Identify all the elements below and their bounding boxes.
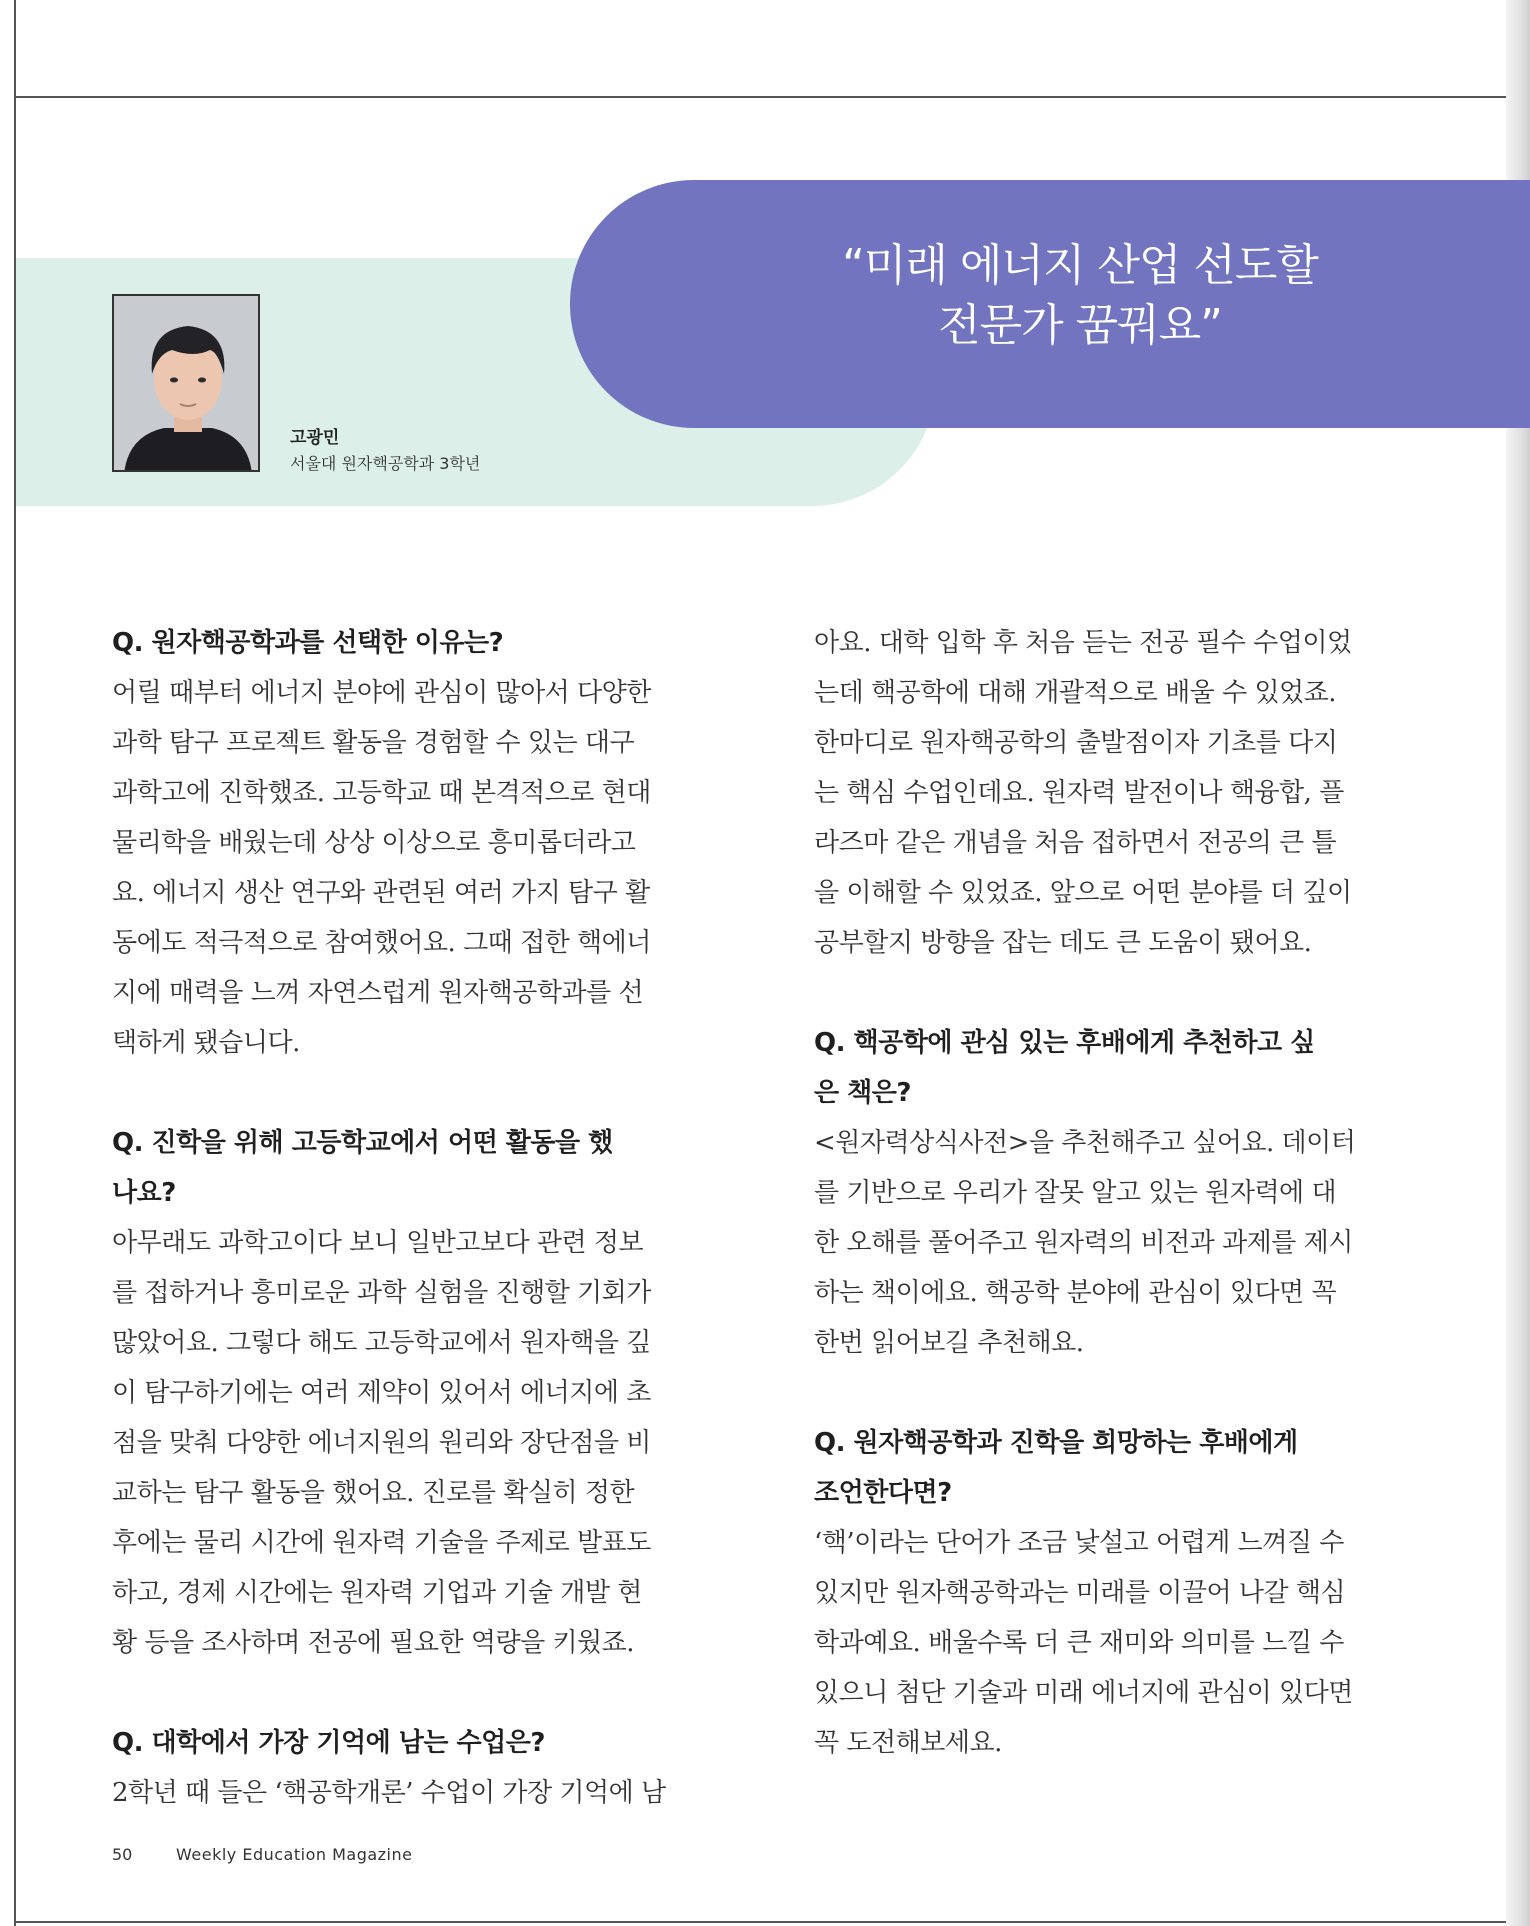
answer-line: <원자력상식사전>을 추천해주고 싶어요. 데이터 [814, 1128, 1356, 1158]
question-line: 은 책은? [814, 1078, 911, 1108]
left-column [112, 618, 672, 1818]
qa-block [112, 1118, 672, 1668]
answer-line: 를 접하거나 흥미로운 과학 실험을 진행할 기회가 [112, 1278, 651, 1308]
answer-line: 동에도 적극적으로 참여했어요. 그때 접한 핵에너 [112, 928, 651, 958]
answer-line: 하는 책이에요. 핵공학 분야에 관심이 있다면 꼭 [814, 1278, 1337, 1308]
answer-line: 점을 맞춰 다양한 에너지원의 원리와 장단점을 비 [112, 1428, 651, 1458]
question-line: 조언한다면? [814, 1478, 952, 1508]
question-line: Q. 대학에서 가장 기억에 남는 수업은? [112, 1728, 545, 1758]
answer-line: 는데 핵공학에 대해 개괄적으로 배울 수 있었죠. [814, 678, 1337, 708]
question-line: Q. 진학을 위해 고등학교에서 어떤 활동을 했 [112, 1128, 613, 1158]
answer-line: 과학고에 진학했죠. 고등학교 때 본격적으로 현대 [112, 778, 651, 808]
qa-block [814, 1418, 1374, 1768]
qa-block [112, 618, 672, 1068]
headline-line-2: 전문가 꿈꿔요” [938, 300, 1222, 351]
answer-line: 황 등을 조사하며 전공에 필요한 역량을 키웠죠. [112, 1628, 635, 1658]
right-column [814, 618, 1374, 1768]
answer-line: 후에는 물리 시간에 원자력 기술을 주제로 발표도 [112, 1528, 651, 1558]
answer-line: 라즈마 같은 개념을 처음 접하면서 전공의 큰 틀 [814, 828, 1337, 858]
question-line: Q. 원자핵공학과를 선택한 이유는? [112, 628, 504, 658]
top-rule [16, 96, 1530, 98]
answer-line: 어릴 때부터 에너지 분야에 관심이 많아서 다양한 [112, 678, 651, 708]
question-line: Q. 핵공학에 관심 있는 후배에게 추천하고 싶 [814, 1028, 1315, 1058]
answer-line: 한마디로 원자핵공학의 출발점이자 기초를 다지 [814, 728, 1338, 758]
answer-line: 있지만 원자핵공학과는 미래를 이끌어 나갈 핵심 [814, 1578, 1346, 1608]
answer-line: 하고, 경제 시간에는 원자력 기업과 기술 개발 현 [112, 1578, 642, 1608]
headline-quote [780, 236, 1380, 356]
answer-line: 2학년 때 들은 ‘핵공학개론’ 수업이 가장 기억에 남 [112, 1778, 666, 1808]
profile-role: 서울대 원자핵공학과 3학년 [290, 454, 481, 473]
qa-block [814, 1018, 1374, 1368]
answer-line: 택하게 됐습니다. [112, 1028, 300, 1058]
answer-line: ‘핵’이라는 단어가 조금 낯설고 어렵게 느껴질 수 [814, 1528, 1344, 1558]
answer-line: 꼭 도전해보세요. [814, 1728, 1002, 1758]
answer-line: 를 기반으로 우리가 잘못 알고 있는 원자력에 대 [814, 1178, 1337, 1208]
answer-line: 는 핵심 수업인데요. 원자력 발전이나 핵융합, 플 [814, 778, 1344, 808]
answer-line: 을 이해할 수 있었죠. 앞으로 어떤 분야를 더 깊이 [814, 878, 1352, 908]
profile-photo [112, 294, 260, 472]
answer-line: 요. 에너지 생산 연구와 관련된 여러 가지 탐구 활 [112, 878, 650, 908]
answer-line: 한번 읽어보길 추천해요. [814, 1328, 1084, 1358]
magazine-name: Weekly Education Magazine [176, 1845, 413, 1864]
answer-line: 많았어요. 그렇다 해도 고등학교에서 원자핵을 깊 [112, 1328, 651, 1358]
qa-block [112, 1718, 672, 1818]
profile-name: 고광민 [290, 428, 340, 448]
answer-line: 한 오해를 풀어주고 원자력의 비전과 과제를 제시 [814, 1228, 1353, 1258]
question-line: 나요? [112, 1178, 176, 1208]
answer-line: 학과예요. 배울수록 더 큰 재미와 의미를 느낄 수 [814, 1628, 1344, 1658]
answer-line: 교하는 탐구 활동을 했어요. 진로를 확실히 정한 [112, 1478, 635, 1508]
person-portrait-icon [114, 296, 260, 472]
answer-line: 아무래도 과학고이다 보니 일반고보다 관련 정보 [112, 1228, 644, 1258]
answer-line: 과학 탐구 프로젝트 활동을 경험할 수 있는 대구 [112, 728, 635, 758]
qa-block [814, 618, 1374, 968]
answer-line: 이 탐구하기에는 여러 제약이 있어서 에너지에 초 [112, 1378, 651, 1408]
answer-line: 공부할지 방향을 잡는 데도 큰 도움이 됐어요. [814, 928, 1312, 958]
answer-line: 물리학을 배웠는데 상상 이상으로 흥미롭더라고 [112, 828, 636, 858]
question-line: Q. 원자핵공학과 진학을 희망하는 후배에게 [814, 1428, 1298, 1458]
page-border-bottom [14, 1921, 1530, 1923]
answer-line: 있으니 첨단 기술과 미래 에너지에 관심이 있다면 [814, 1678, 1353, 1708]
answer-line: 아요. 대학 입학 후 처음 듣는 전공 필수 수업이었 [814, 628, 1352, 658]
answer-line: 지에 매력을 느껴 자연스럽게 원자핵공학과를 선 [112, 978, 644, 1008]
page-number: 50 [112, 1845, 133, 1864]
headline-line-1: “미래 에너지 산업 선도할 [842, 240, 1318, 291]
